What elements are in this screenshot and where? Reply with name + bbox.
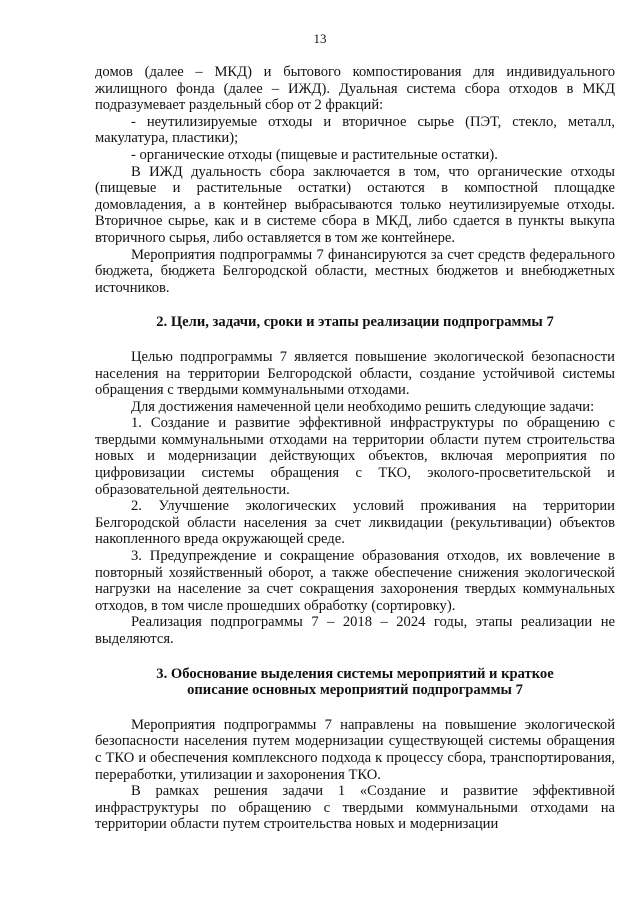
- list-item-organic: - органические отходы (пищевые и растительные остатки).: [131, 146, 498, 163]
- paragraph-intro: домов (далее – МКД) и бытового компостирования для индивидуального жилищного фонда (далее – ИЖД). Дуальная система сбора отходов в МКД подразумевает раздельный сбор от 2 фракций:: [95, 64, 615, 114]
- section-3-heading-line-1: 3. Обоснование выделения системы мероприятий и краткое: [156, 665, 554, 682]
- paragraph-financing: Мероприятия подпрограммы 7 финансируются за счет средств федерального бюджета, бюджета Белгородской области, местных бюджетов и внебюджетных источников.: [95, 246, 615, 296]
- list-item-recyclables: - неутилизируемые отходы и вторичное сырье (ПЭТ, стекло, металл, макулатура, пластики);: [95, 113, 615, 147]
- paragraph-measures: Мероприятия подпрограммы 7 направлены на повышение экологической безопасности населения путем модернизации существующей системы обращения с ТКО и обеспечения комплексного подхода к процессу сбора, транспортирования, переработки, утилизации и захоронения ТКО.: [95, 716, 615, 783]
- paragraph-izhd: В ИЖД дуальность сбора заключается в том, что органические отходы (пищевые и растительные остатки) остаются в компостной площадке домовладения, а в контейнер выбрасываются только неутилизируемые отходы. Вторичное сырье, как и в системе сбора в МКД, либо сдается в пункты выкупа вторичного сырья, либо оставляется в том же контейнере.: [95, 163, 615, 246]
- task-3: 3. Предупреждение и сокращение образования отходов, их вовлечение в повторный хозяйственный оборот, а также обеспечение снижения экологической нагрузки на население за счет сокращения захоронения твердых коммунальных отходов, в том числе прошедших обработку (сортировку).: [95, 548, 615, 614]
- paragraph-tasks-intro: Для достижения намеченной цели необходимо решить следующие задачи:: [131, 398, 595, 415]
- task-2: 2. Улучшение экологических условий проживания на территории Белгородской области населения за счет ликвидации (рекультивации) объектов накопленного вреда окружающей среде.: [95, 498, 615, 548]
- paragraph-task-1-measures: В рамках решения задачи 1 «Создание и развитие эффективной инфраструктуры по обращению с твердыми коммунальными отходами на территории области путем строительства новых и модернизации: [95, 783, 615, 833]
- task-1: 1. Создание и развитие эффективной инфраструктуры по обращению с твердыми коммунальными отходами на территории области путем строительства новых и модернизации действующих объектов, включая мероприятия по цифровизации системы обращения с ТКО, эколого-просветительской и образовательной деятельности.: [95, 415, 615, 498]
- section-3-heading-line-2: описание основных мероприятий подпрограммы 7: [187, 682, 523, 699]
- document-body: [95, 64, 615, 833]
- paragraph-goal: Целью подпрограммы 7 является повышение экологической безопасности населения на территории Белгородской области, создание устойчивой системы обращения с твердыми коммунальными отходами.: [95, 348, 615, 399]
- section-2-heading: 2. Цели, задачи, сроки и этапы реализации подпрограммы 7: [156, 314, 554, 331]
- paragraph-timeline: Реализация подпрограммы 7 – 2018 – 2024 годы, этапы реализации не выделяются.: [95, 614, 615, 647]
- page-number: 13: [313, 31, 327, 46]
